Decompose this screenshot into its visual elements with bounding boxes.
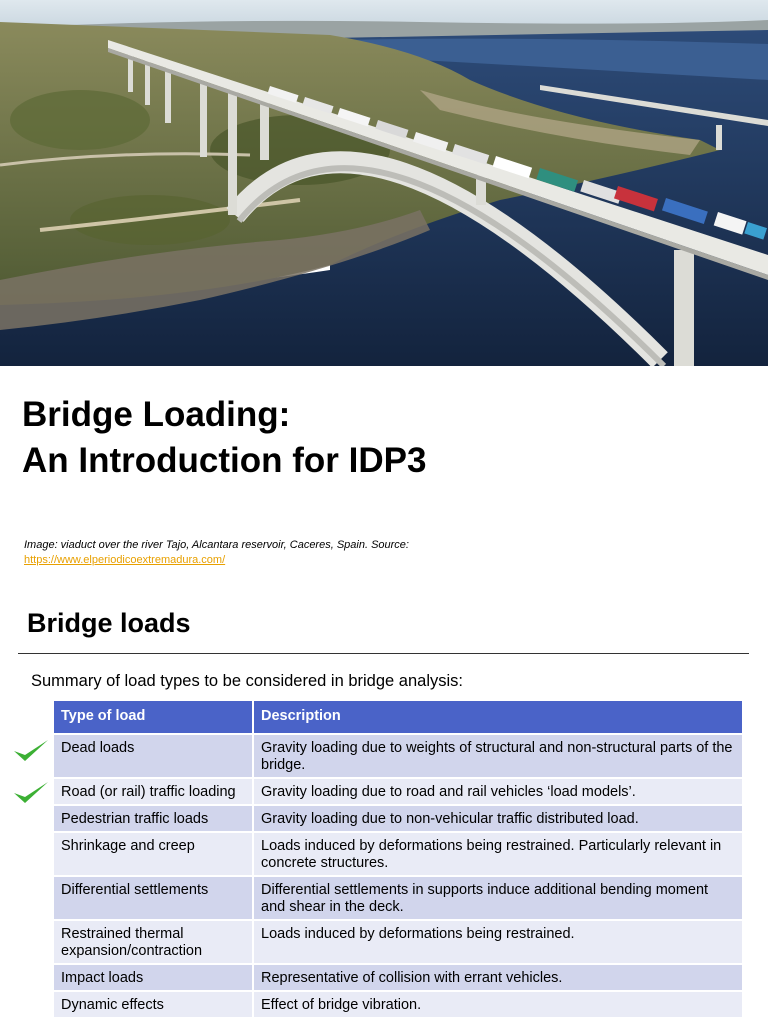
load-type-cell: Differential settlements [54, 876, 253, 920]
image-caption [24, 538, 409, 568]
table-row [54, 832, 743, 876]
header-description: Description [253, 701, 743, 734]
table-row [54, 778, 743, 805]
hero-photo [0, 0, 768, 366]
table-row [54, 876, 743, 920]
image-caption-text: Image: viaduct over the river Tajo, Alcantara reservoir, Caceres, Spain. Source: [24, 539, 409, 551]
load-type-cell: Impact loads [54, 964, 253, 991]
slide-title [22, 392, 426, 484]
table-header-row [54, 701, 743, 734]
load-description-cell: Representative of collision with errant vehicles. [253, 964, 743, 991]
table-row [54, 920, 743, 964]
check-icon [12, 738, 50, 764]
load-description-cell: Differential settlements in supports induce additional bending moment and shear in the deck. [253, 876, 743, 920]
summary-text: Summary of load types to be considered in bridge analysis: [31, 672, 463, 690]
load-type-cell: Restrained thermal expansion/contraction [54, 920, 253, 964]
load-description-cell: Gravity loading due to non-vehicular traffic distributed load. [253, 805, 743, 832]
header-type-of-load: Type of load [54, 701, 253, 734]
slide-title-line-2: An Introduction for IDP3 [22, 441, 427, 480]
load-description-cell: Effect of bridge vibration. [253, 991, 743, 1017]
load-types-table [54, 701, 744, 1017]
load-description-cell: Gravity loading due to weights of structural and non-structural parts of the bridge. [253, 734, 743, 778]
bridge-photo-illustration [0, 0, 768, 366]
load-description-cell: Loads induced by deformations being restrained. [253, 920, 743, 964]
table-row [54, 805, 743, 832]
section-title: Bridge loads [27, 608, 191, 638]
load-description-cell: Loads induced by deformations being restrained. Particularly relevant in concrete structures. [253, 832, 743, 876]
check-icon [12, 780, 50, 806]
table-row [54, 734, 743, 778]
section-divider [18, 653, 749, 654]
table-row [54, 964, 743, 991]
load-type-cell: Dead loads [54, 734, 253, 778]
load-type-cell: Road (or rail) traffic loading [54, 778, 253, 805]
load-type-cell: Pedestrian traffic loads [54, 805, 253, 832]
load-type-cell: Shrinkage and creep [54, 832, 253, 876]
load-description-cell: Gravity loading due to road and rail vehicles ‘load models’. [253, 778, 743, 805]
slide-title-line-1: Bridge Loading: [22, 395, 291, 434]
table-row [54, 991, 743, 1017]
source-link[interactable]: https://www.elperiodicoextremadura.com/ [24, 554, 226, 566]
load-type-cell: Dynamic effects [54, 991, 253, 1017]
